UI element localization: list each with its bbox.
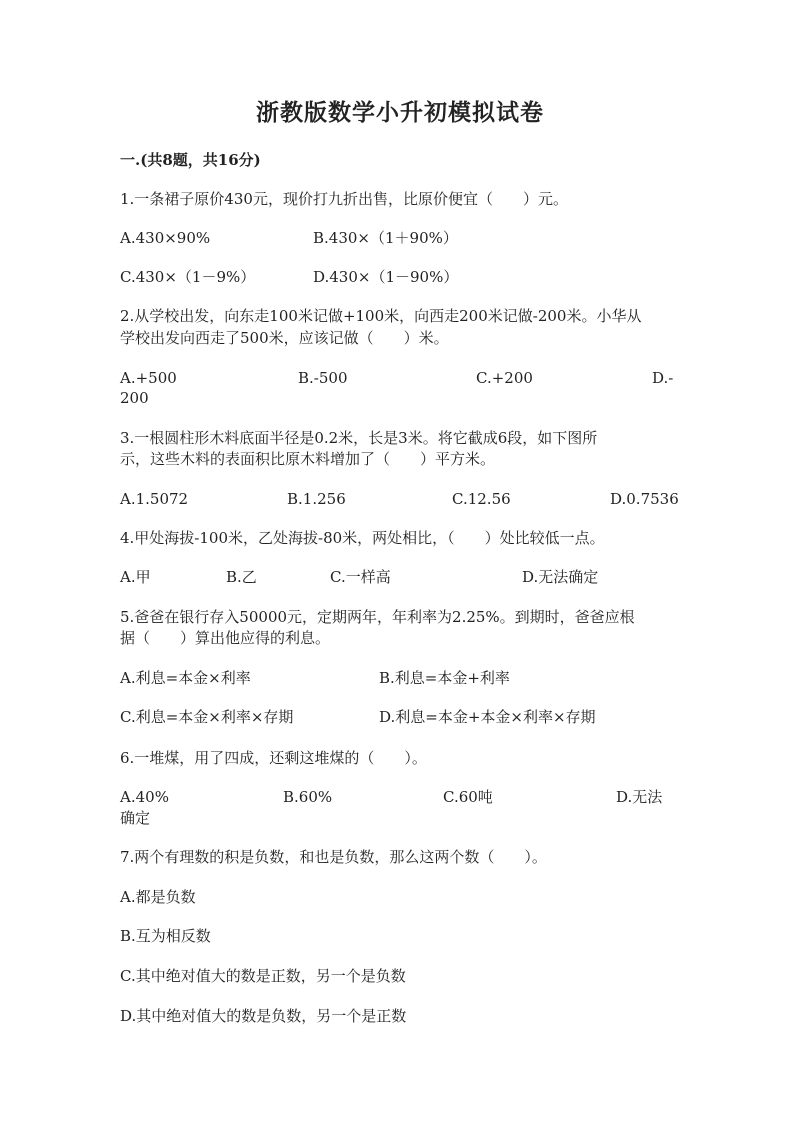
question-2-text-line-2: 学校出发向西走了500米，应该记做（ ）米。 bbox=[120, 329, 449, 347]
section-heading: 一.(共8题，共16分) bbox=[120, 151, 261, 169]
question-5-text-line-2: 据（ ）算出他应得的利息。 bbox=[120, 629, 331, 647]
question-3-option-b: B.1.256 bbox=[287, 490, 346, 508]
question-2-option-d-wrap: 200 bbox=[120, 389, 149, 407]
question-4-option-b: B.乙 bbox=[226, 568, 257, 586]
question-1-option-c: C.430×（1－9%） bbox=[120, 268, 256, 286]
question-4-option-c: C.一样高 bbox=[330, 568, 391, 586]
question-6-option-d-wrap: 确定 bbox=[120, 809, 151, 827]
question-3-option-d: D.0.7536 bbox=[610, 490, 679, 508]
question-1-option-a: A.430×90% bbox=[120, 229, 211, 247]
question-3-option-a: A.1.5072 bbox=[120, 490, 189, 508]
question-6-option-c: C.60吨 bbox=[443, 788, 493, 806]
question-6-option-b: B.60% bbox=[283, 788, 333, 806]
question-3-text-line-1: 3.一根圆柱形木料底面半径是0.2米，长是3米。将它截成6段，如下图所 bbox=[120, 429, 598, 447]
question-6-option-d: D.无法 bbox=[616, 788, 663, 806]
question-2-option-a: A.+500 bbox=[120, 369, 177, 387]
exam-title: 浙教版数学小升初模拟试卷 bbox=[256, 99, 544, 126]
question-6-option-a: A.40% bbox=[120, 788, 169, 806]
question-4-text: 4.甲处海拔-100米，乙处海拔-80米，两处相比，（ ）处比较低一点。 bbox=[120, 529, 605, 547]
question-3-text-line-2: 示，这些木料的表面积比原木料增加了（ ）平方米。 bbox=[120, 450, 496, 468]
question-5-option-c: C.利息=本金×利率×存期 bbox=[120, 708, 294, 726]
question-4-option-a: A.甲 bbox=[120, 568, 151, 586]
question-7-option-d: D.其中绝对值大的数是负数，另一个是正数 bbox=[120, 1007, 407, 1025]
question-3-option-c: C.12.56 bbox=[452, 490, 511, 508]
question-1-option-d: D.430×（1－90%） bbox=[313, 268, 459, 286]
question-7-option-c: C.其中绝对值大的数是正数，另一个是负数 bbox=[120, 967, 406, 985]
question-1-text: 1.一条裙子原价430元，现价打九折出售，比原价便宜（ ）元。 bbox=[120, 190, 568, 208]
question-5-option-d: D.利息=本金+本金×利率×存期 bbox=[379, 708, 596, 726]
question-2-option-c: C.+200 bbox=[476, 369, 533, 387]
question-5-option-a: A.利息=本金×利率 bbox=[120, 669, 251, 687]
question-1-option-b: B.430×（1＋90%） bbox=[313, 229, 458, 247]
question-4-option-d: D.无法确定 bbox=[522, 568, 599, 586]
question-2-text-line-1: 2.从学校出发，向东走100米记做+100米，向西走200米记做-200米。小华从 bbox=[120, 307, 642, 325]
question-7-text: 7.两个有理数的积是负数，和也是负数，那么这两个数（ ）。 bbox=[120, 848, 547, 866]
question-7-option-b: B.互为相反数 bbox=[120, 927, 211, 945]
question-5-option-b: B.利息=本金+利率 bbox=[379, 669, 510, 687]
question-2-option-d: D.- bbox=[652, 369, 674, 387]
question-7-option-a: A.都是负数 bbox=[120, 888, 196, 906]
question-5-text-line-1: 5.爸爸在银行存入50000元，定期两年，年利率为2.25%。到期时，爸爸应根 bbox=[120, 608, 635, 626]
question-6-text: 6.一堆煤，用了四成，还剩这堆煤的（ ）。 bbox=[120, 749, 427, 767]
question-2-option-b: B.-500 bbox=[298, 369, 348, 387]
